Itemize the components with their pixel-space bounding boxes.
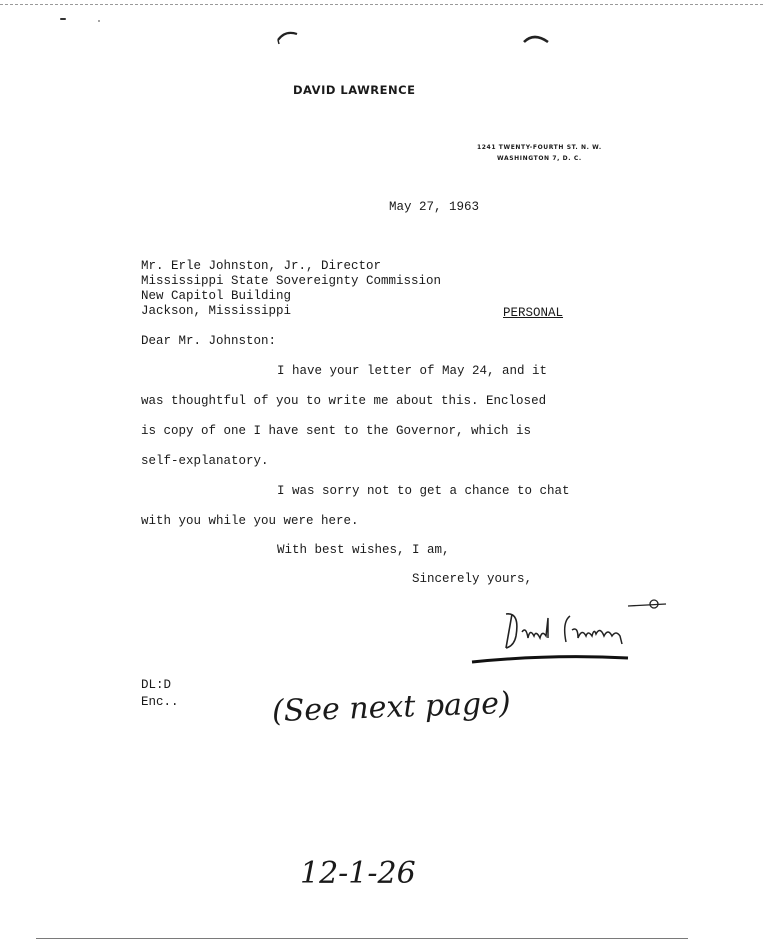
top-scan-edge	[0, 4, 763, 5]
personal-marking: PERSONAL	[503, 306, 564, 320]
closing: Sincerely yours,	[412, 572, 533, 586]
recipient-line-1: Mr. Erle Johnston, Jr., Director	[141, 259, 382, 273]
bottom-scan-edge	[36, 938, 688, 939]
letterhead-name: DAVID LAWRENCE	[293, 83, 416, 97]
body-line: I was sorry not to get a chance to chat	[277, 484, 570, 498]
recipient-line-4: Jackson, Mississippi	[141, 304, 292, 318]
scan-speck	[60, 18, 66, 20]
recipient-line-2: Mississippi State Sovereignty Commission	[141, 274, 442, 288]
body-line: I have your letter of May 24, and it	[277, 364, 548, 378]
typist-initials: DL:D	[141, 678, 172, 692]
letter-date: May 27, 1963	[389, 200, 480, 214]
signature-image	[470, 592, 680, 672]
enclosure-note: Enc..	[141, 695, 179, 709]
letterhead-address	[477, 142, 602, 164]
scan-speck	[98, 20, 100, 22]
handwritten-file-date: 12-1-26	[300, 856, 416, 891]
body-line: is copy of one I have sent to the Governor, which is	[141, 424, 532, 438]
address-line-2: WASHINGTON 7, D. C.	[497, 155, 582, 162]
top-right-mark-icon	[522, 30, 552, 50]
handwritten-see-next-page: (See next page)	[271, 685, 512, 730]
body-line: With best wishes, I am,	[277, 543, 450, 557]
address-line-1: 1241 TWENTY-FOURTH ST. N. W.	[477, 144, 602, 151]
body-line: self-explanatory.	[141, 454, 269, 468]
recipient-line-3: New Capitol Building	[141, 289, 292, 303]
salutation: Dear Mr. Johnston:	[141, 334, 277, 348]
body-line: was thoughtful of you to write me about this. Enclosed	[141, 394, 547, 408]
top-left-mark-icon	[275, 28, 305, 48]
body-line: with you while you were here.	[141, 514, 359, 528]
